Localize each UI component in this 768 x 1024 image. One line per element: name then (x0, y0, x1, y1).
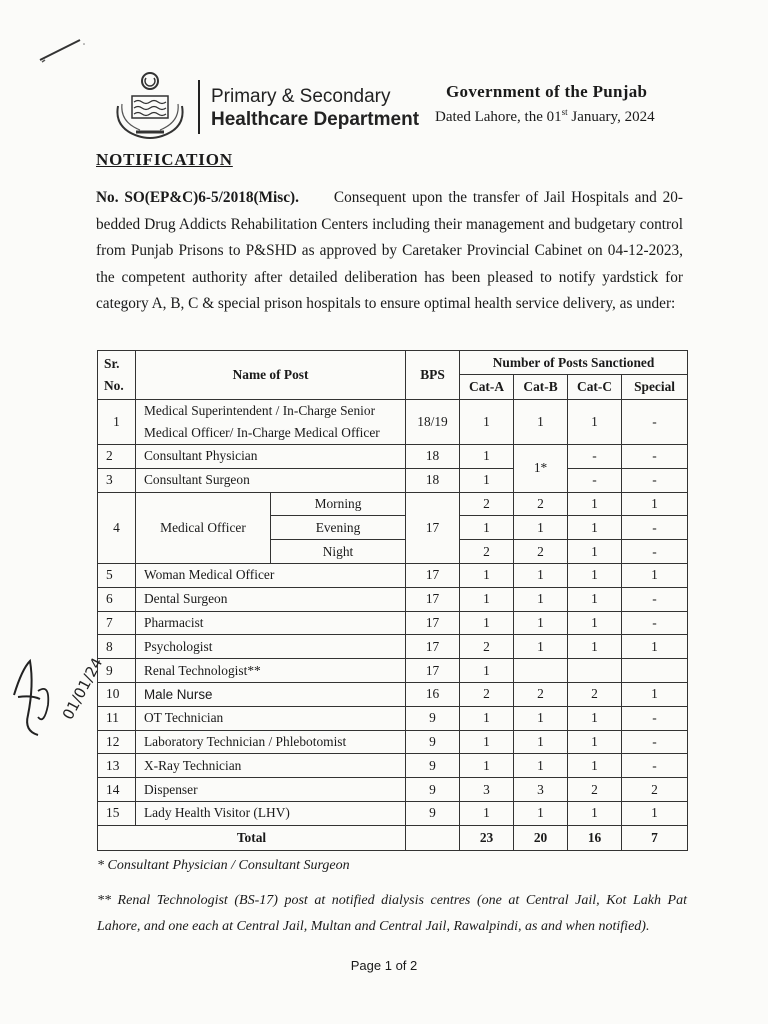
reference-number: No. SO(EP&C)6-5/2018(Misc). (96, 189, 299, 206)
cell-name: Male Nurse (136, 682, 406, 706)
cell-sr: 2 (98, 445, 136, 469)
cell-bps: 9 (406, 706, 460, 730)
cell-special: - (622, 754, 688, 778)
cell-shift: Evening (271, 516, 406, 540)
cell-cat-a: 2 (460, 682, 514, 706)
header-bps: BPS (406, 351, 460, 400)
handwritten-initials (8, 655, 123, 745)
cell-cat-b: 1 (514, 587, 568, 611)
cell-sr: 14 (98, 778, 136, 802)
punjab-emblem-icon (108, 66, 192, 142)
cell-sr: 9 (98, 659, 136, 683)
cell-cat-b (514, 659, 568, 683)
header-special: Special (622, 375, 688, 400)
cell-cat-c: 1 (568, 587, 622, 611)
cell-bps: 17 (406, 659, 460, 683)
cell-cat-a: 1 (460, 730, 514, 754)
cell-sr: 12 (98, 730, 136, 754)
cell-name: Woman Medical Officer (136, 563, 406, 587)
cell-cat-c: 1 (568, 400, 622, 445)
cell-name: Dispenser (136, 778, 406, 802)
cell-cat-a: 1 (460, 801, 514, 825)
page-number: Page 1 of 2 (350, 958, 418, 973)
cell-cat-b: 2 (514, 492, 568, 516)
total-label: Total (98, 825, 406, 850)
cell-bps: 18 (406, 445, 460, 469)
header-divider (198, 80, 200, 134)
cell-cat-c: 1 (568, 801, 622, 825)
cell-cat-a: 1 (460, 659, 514, 683)
cell-special: - (622, 611, 688, 635)
cell-sr: 7 (98, 611, 136, 635)
cell-name: Renal Technologist** (136, 659, 406, 683)
cell-name: Lady Health Visitor (LHV) (136, 801, 406, 825)
cell-special: 2 (622, 778, 688, 802)
cell-special: - (622, 540, 688, 564)
cell-name: Psychologist (136, 635, 406, 659)
cell-name: Consultant Surgeon (136, 468, 406, 492)
cell-cat-c: 1 (568, 540, 622, 564)
cell-sr: 11 (98, 706, 136, 730)
total-cat-b: 20 (514, 825, 568, 850)
cell-sr: 3 (98, 468, 136, 492)
cell-cat-c: 1 (568, 730, 622, 754)
cell-special: - (622, 587, 688, 611)
notification-title: NOTIFICATION (96, 150, 233, 169)
cell-name: Medical Superintendent / In-Charge Senior Medical Officer/ In-Charge Medical Officer (136, 400, 406, 445)
cell-sr: 13 (98, 754, 136, 778)
table-row (98, 445, 688, 469)
cell-special: - (622, 400, 688, 445)
cell-name: OT Technician (136, 706, 406, 730)
cell-cat-b: 1 (514, 516, 568, 540)
cell-cat-a: 1 (460, 754, 514, 778)
cell-cat-c: 2 (568, 682, 622, 706)
cell-special (622, 659, 688, 683)
table-row (98, 587, 688, 611)
cell-cat-b: 2 (514, 540, 568, 564)
table-row (98, 635, 688, 659)
cell-cat-c: 1 (568, 516, 622, 540)
cell-special: - (622, 468, 688, 492)
cell-cat-b: 1 (514, 635, 568, 659)
cell-special: 1 (622, 801, 688, 825)
cell-name: Pharmacist (136, 611, 406, 635)
cell-bps: 9 (406, 801, 460, 825)
cell-cat-a: 1 (460, 400, 514, 445)
cell-cat-b: 1 (514, 801, 568, 825)
table-row (98, 659, 688, 683)
cell-bps: 9 (406, 754, 460, 778)
table-row (98, 754, 688, 778)
cell-shift: Night (271, 540, 406, 564)
cell-sr: 10 (98, 682, 136, 706)
cell-special: 1 (622, 492, 688, 516)
cell-special: - (622, 706, 688, 730)
cell-bps: 17 (406, 563, 460, 587)
cell-sr: 6 (98, 587, 136, 611)
cell-cat-a: 1 (460, 587, 514, 611)
cell-sr: 15 (98, 801, 136, 825)
cell-cat-c: 1 (568, 611, 622, 635)
cell-cat-a: 1 (460, 706, 514, 730)
cell-cat-c (568, 659, 622, 683)
table-row (98, 468, 688, 492)
cell-cat-c: 2 (568, 778, 622, 802)
cell-cat-a: 2 (460, 492, 514, 516)
cell-cat-c: 1 (568, 563, 622, 587)
cell-bps: 17 (406, 635, 460, 659)
cell-special: - (622, 730, 688, 754)
cell-cat-b: 1 (514, 706, 568, 730)
total-cat-c: 16 (568, 825, 622, 850)
cell-bps: 18 (406, 468, 460, 492)
cell-cat-c: - (568, 445, 622, 469)
cell-special: - (622, 445, 688, 469)
table-row (98, 611, 688, 635)
cell-name: Dental Surgeon (136, 587, 406, 611)
header-cat-c: Cat-C (568, 375, 622, 400)
cell-cat-a: 2 (460, 635, 514, 659)
cell-bps: 18/19 (406, 400, 460, 445)
table-row (98, 563, 688, 587)
cell-cat-b: 1 (514, 563, 568, 587)
notification-paragraph (96, 185, 683, 318)
total-row (98, 825, 688, 850)
header-cat-b: Cat-B (514, 375, 568, 400)
government-title: Government of the Punjab (446, 82, 648, 101)
table-row (98, 400, 688, 445)
cell-cat-c: 1 (568, 754, 622, 778)
cell-name: Medical Officer (136, 492, 271, 563)
table-row (98, 801, 688, 825)
header-cat-a: Cat-A (460, 375, 514, 400)
pen-mark (36, 34, 88, 66)
cell-bps: 16 (406, 682, 460, 706)
cell-bps: 9 (406, 730, 460, 754)
footnote-2: ** Renal Technologist (BS-17) post at notified dialysis centres (one at Central Jail, Kot Lakh Pat Lahore, and one each at Central Jail, Multan and Central Jail, Rawalpindi, as and when notified). (97, 893, 687, 934)
cell-bps: 17 (406, 492, 460, 563)
dated-line: Dated Lahore, the 01st January, 2024 (435, 107, 655, 125)
table-row (98, 730, 688, 754)
department-line2: Healthcare Department (211, 109, 420, 130)
cell-name: Consultant Physician (136, 445, 406, 469)
cell-name: Laboratory Technician / Phlebotomist (136, 730, 406, 754)
cell-shift: Morning (271, 492, 406, 516)
cell-cat-c: 1 (568, 492, 622, 516)
cell-name: X-Ray Technician (136, 754, 406, 778)
cell-cat-c: - (568, 468, 622, 492)
cell-special: 1 (622, 635, 688, 659)
cell-cat-b: 1 (514, 730, 568, 754)
cell-special: - (622, 516, 688, 540)
cell-bps: 17 (406, 611, 460, 635)
cell-cat-b: 1 (514, 611, 568, 635)
cell-special: 1 (622, 682, 688, 706)
cell-cat-a: 3 (460, 778, 514, 802)
cell-cat-c: 1 (568, 635, 622, 659)
table-row (98, 682, 688, 706)
header-sr-no: Sr. No. (98, 351, 136, 400)
cell-bps: 17 (406, 587, 460, 611)
cell-cat-b: 1 (514, 754, 568, 778)
header-posts-sanctioned: Number of Posts Sanctioned (460, 351, 688, 375)
total-special: 7 (622, 825, 688, 850)
table-row (98, 706, 688, 730)
table-row (98, 492, 688, 516)
cell-sr: 4 (98, 492, 136, 563)
cell-cat-a: 1 (460, 516, 514, 540)
posts-table (97, 350, 688, 851)
cell-cat-b: 3 (514, 778, 568, 802)
cell-cat-a: 1 (460, 611, 514, 635)
cell-special: 1 (622, 563, 688, 587)
header-name-of-post: Name of Post (136, 351, 406, 400)
cell-cat-b: 1 (514, 400, 568, 445)
cell-sr: 5 (98, 563, 136, 587)
table-row (98, 778, 688, 802)
cell-cat-a: 1 (460, 563, 514, 587)
department-line1: Primary & Secondary (211, 86, 391, 107)
cell-cat-a: 2 (460, 540, 514, 564)
cell-cat-b: 2 (514, 682, 568, 706)
table-header-row (98, 351, 688, 375)
cell-sr: 8 (98, 635, 136, 659)
footnote-1: * Consultant Physician / Consultant Surgeon (97, 858, 350, 873)
total-cat-a: 23 (460, 825, 514, 850)
paragraph-text: Consequent upon the transfer of Jail Hospitals and 20-bedded Drug Addicts Rehabilitation Centers including their management and budgetary control from Punjab Prisons to P&SHD as approved by Caretaker Provincial Cabinet on 04-12-2023, the competent authority after detailed deliberation has been pleased to notify yardstick for category A, B, C & special prison hospitals to ensure optimal health service delivery, as under: (96, 189, 683, 312)
cell-cat-a: 1 (460, 468, 514, 492)
total-bps (406, 825, 460, 850)
cell-cat-b: 1* (514, 445, 568, 493)
cell-sr: 1 (98, 400, 136, 445)
handwritten-date: 01/01/24 (58, 655, 107, 723)
cell-cat-c: 1 (568, 706, 622, 730)
cell-cat-a: 1 (460, 445, 514, 469)
cell-bps: 9 (406, 778, 460, 802)
